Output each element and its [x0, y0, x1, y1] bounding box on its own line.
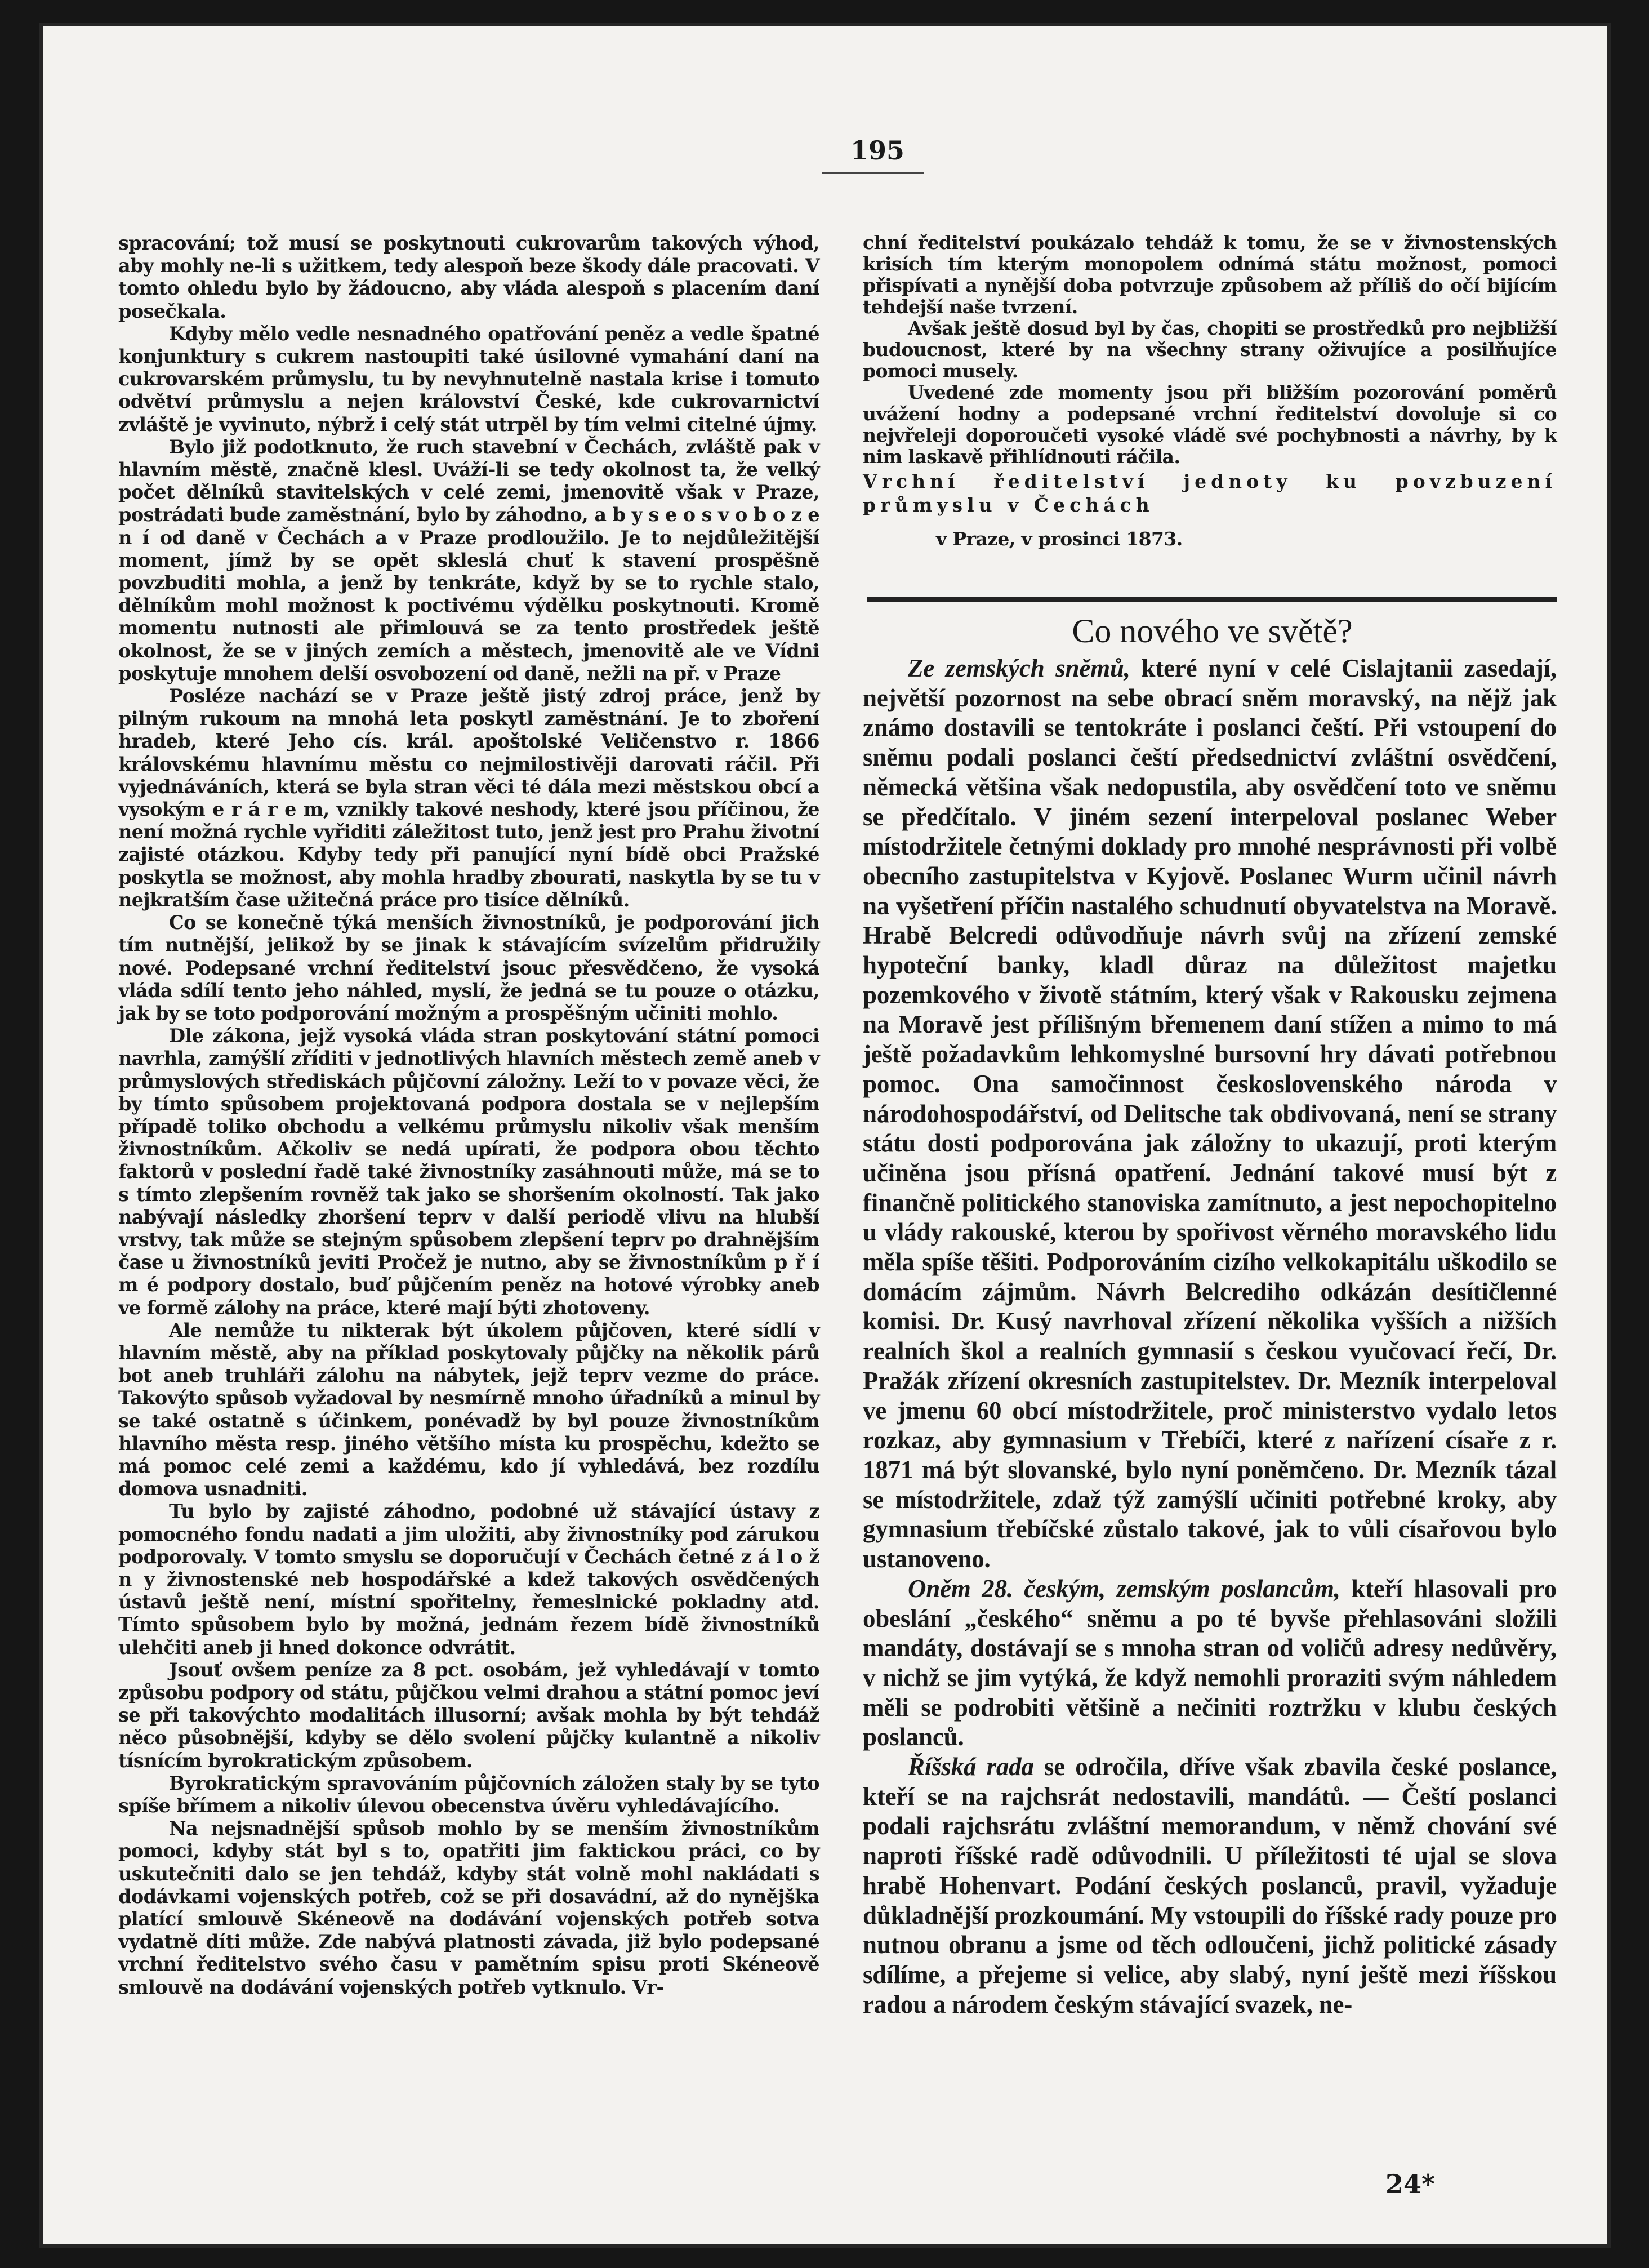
news-paragraph [863, 1752, 1557, 2019]
news-paragraph [863, 1574, 1557, 1752]
news-paragraph [863, 653, 1557, 1574]
news-lead: Ze zemských sněmů, [908, 654, 1130, 682]
right-main-column [863, 653, 1557, 2163]
left-paragraph: Jsouť ovšem peníze za 8 pct. osobám, jež vyhledávají v tomto způsobu podpory od státu, půjčkou velmi drahou a státní pomoc jeví se při takovýchto modalitách illusorní; avšak mohla by být tehdáž něco působnější, kdyby se dělo svolení půjčky kulantně a nikoliv tísnícím byrokratickým způsobem. [118, 1658, 819, 1772]
news-lead: Říšská rada [908, 1753, 1034, 1781]
left-paragraph: Bylo již podotknuto, že ruch stavební v Čechách, zvláště pak v hlavním městě, značně klesl. Uváží-li se tedy okolnost ta, že velký počet dělníků stavitelských v celé zemi, jmenovitě však v Praze, postrádati bude zaměstnání, bylo by záhodno, a b y s e o s v o b o z e n í od daně v Čechách a v Praze prodloužilo. Je to nejdůležitější moment, jímž by se opět skleslá chuť k stavení prospěšně povzbuditi mohla, a jenž by tenkráte, když by se to rychle stalo, dělníkům mohl možnost k poctivému výdělku poskytnouti. Kromě momentu nutnosti ale přimlouvá se za tento prostředek ještě okolnost, že se v jiných zemích a městech, jmenovitě ale ve Vídni poskytuje mnohem delší osvobození od daně, nežli na př. v Praze [118, 435, 819, 684]
section-title: Co nového ve světě? [1072, 612, 1353, 650]
left-paragraph: Tu bylo by zajisté záhodno, podobné už stávající ústavy z pomocného fondu nadati a jim uložiti, aby živnostníky pod zárukou podporovaly. V tomto smyslu se doporučují v Čechách četné z á l o ž n y živnostenské neb hospodářské a kdež takových osvědčených ústavů ještě není, místní spořitelny, řemeslnické pokladny atd. Tímto spůsobem bylo by možná, jednám řezem bídě živnostníků ulehčiti aneb ji hned dokonce odvrátit. [118, 1500, 819, 1658]
page-number: 195 [850, 135, 905, 166]
dateline: v Praze, v prosinci 1873. [936, 528, 1183, 550]
left-paragraph: Na nejsnadnější spůsob mohlo by se menším živnostníkům pomoci, kdyby stát byl s to, opatřiti jim faktickou práci, co by uskutečniti dalo se jen tehdáž, kdyby stát volně mohl nakládati s dodávkami vojenských potřeb, což se při dosavádní, až do nynějška platící smlouvě Skéneově na dodávání vojenských potřeb sotva vydatně díti může. Zde nabývá platnosti závada, již bylo podepsané vrchní ředitelstvo svého času v pamětním spisu proti Skéneově smlouvě na dodávání vojenských potřeb vytknulo. Vr- [118, 1817, 819, 1998]
left-paragraph: Dle zákona, jejž vysoká vláda stran poskytování státní pomoci navrhla, zamýšlí zříditi v jednotlivých hlavních městech země aneb v průmyslových střediskách půjčovní záložny. Leží to v povaze věci, že by tímto spůsobem projektovaná podpora dostala se v nejlepším případě toliko obchodu a velkému průmyslu nikoliv však menším živnostníkům. Ačkoliv se nedá upírati, že podpora obou těchto faktorů v poslední řadě také živnostníky zasáhnouti může, má se to s tímto zlepšením rovněž tak jako se shoršením okolností. Tak jako nabývají následky zhoršení teprv v další periodě vlivu na hlubší vrstvy, tak může se stejným spůsobem zlepšení teprv po drahnějším čase u živnostníků jeviti Pročež je nutno, aby se živnostníkům p ř í m é podpory dostalo, buď půjčením peněz na hotové výrobky aneb ve formě zálohy na práce, které mají býti zhotoveny. [118, 1025, 819, 1319]
left-paragraph: Kdyby mělo vedle nesnadného opatřování peněz a vedle špatné konjunktury s cukrem nastoupiti také úsilovné vymahání daní na cukrovarském průmyslu, tu by nevyhnutelně nastala krise i tomuto odvětví průmyslu a nejen království České, kde cukrovarnictví zvláště je vyvinuto, nýbrž i celý stát utrpěl by tím velmi citelné újmy. [118, 322, 819, 435]
right-top-paragraph: chní ředitelství poukázalo tehdáž k tomu, že se v živnostenských krisích tím kterým monopolem odnímá státu možnost, pomoci přispívati a nynější doba potvrzuje způsobem až příliš do očí bijícím tehdejší naše tvrzení. [863, 232, 1557, 318]
document-page [39, 23, 1611, 2248]
right-top-column [863, 232, 1557, 550]
page-number-rule [822, 172, 924, 174]
news-lead: Oněm 28. českým, zemským poslancům, [908, 1574, 1340, 1603]
left-paragraph: Co se konečně týká menších živnostníků, je podporování jich tím nutnější, jelikož by se jinak k stávajícím svízelům přidružily nové. Podepsané vrchní ředitelství jsouc přesvědčeno, že vysoká vláda sdílí tento jeho náhled, myslí, že jedná se tu pouze o otázku, jak by se toto podporování možným a prospěšným učiniti mohlo. [118, 911, 819, 1024]
right-top-paragraph: Uvedené zde momenty jsou při bližším pozorování poměrů uvážení hodny a podepsané vrchní ředitelství dovoluje si co nejvřeleji doporoučeti vysoké vládě své pochybnosti a návrhy, by k nim laskavě přihlídnouti ráčila. [863, 381, 1557, 468]
left-column [118, 232, 819, 2176]
right-top-paragraph: Avšak ještě dosud byl by čas, chopiti se prostředků pro nejbližší budoucnost, které by na všechny strany oživujíce a posilňujíce pomoci musely. [863, 317, 1557, 382]
news-text: kteří hlasovali pro obeslání „českého“ sněmu a po té byvše přehlasováni složili mandáty, dostávají se s mnoha stran od voličů adresy nedůvěry, v nichž se jim vytýká, že když nemohli proraziti svým náhledem měli se podrobiti většině a nečiniti roztržku v klubu českých poslanců. [863, 1574, 1557, 1751]
left-paragraph: Ale nemůže tu nikterak být úkolem půjčoven, které sídlí v hlavním městě, aby na příklad poskytovaly půjčky na několik párů bot aneb truhláři zálohu na nábytek, jejž teprv vezme do práce. Takovýto spůsob vyžadoval by nesmírně mnoho úřadníků a minul by se také ostatně s účinkem, ponévadž by byl pouze živnostníkům hlavního města resp. jiného většího místa ku prospěchu, kdežto se má pomoc celé zemi a každému, kdo jí vyhledává, bez rozdílu domova usnadniti. [118, 1319, 819, 1500]
left-paragraph: Posléze nachází se v Praze ještě jistý zdroj práce, jenž by pilným rukoum na mnohá leta poskytl zaměstnání. Je to zboření hradeb, které Jeho cís. král. apoštolské Veličenstvo r. 1866 královskému hlavnímu městu co nejmilostivěji darovati ráčil. Při vyjednáváních, která se byla stran věci té dála mezi městskou obcí a vysokým e r á r e m, vznikly takové neshody, které jsou příčinou, že není možná rychle vyřiditi záležitost tuto, jenž jest pro Prahu životní zajisté otázkou. Kdyby tedy při panující nyní bídě obci Pražské poskytla se možnost, aby mohla hradby zbourati, naskytla by se tu v nejkratším čase užitečná práce pro tisíce dělníků. [118, 685, 819, 911]
left-paragraph: spracování; tož musí se poskytnouti cukrovarům takových výhod, aby mohly ne-li s užitkem, tedy alespoň beze škody dále pracovati. V tomto ohledu bylo by žádoucno, aby vláda alespoň s placením daní posečkala. [118, 232, 819, 322]
news-text: se odročila, dříve však zbavila české poslance, kteří se na rajchsrát nedostavili, mandátů. — Čeští poslanci podali rajchsrátu zvláštní memorandum, v němž chování své naproti říšské radě odůvodnili. U příležitosti té ujal se slova hrabě Hohenvart. Podání českých poslanců, pravil, vyžaduje důkladnější prozkoumání. My vstoupili do říšské rady pouze pro nutnou obranu a jsme od těch odloučeni, jichž politické zásady sdílíme, a přejeme si velice, aby slabý, nyní ještě mezi říšskou radou a národem českým stávající svazek, ne- [863, 1753, 1557, 2018]
signature-mark: 24* [1385, 2169, 1436, 2199]
signature: Vrchní ředitelství jednoty ku povzbuzení průmyslu v Čechách [863, 470, 1557, 516]
left-paragraph: Byrokratickým spravováním půjčovních záložen staly by se tyto spíše břímem a nikoliv úlevou obecenstva úvěru vyhledávajícího. [118, 1772, 819, 1817]
section-divider [867, 597, 1557, 602]
news-text: které nyní v celé Cislajtanii zasedají, největší pozornost na sebe obrací sněm moravský, na nějž jak známo dostavili se tentokráte i poslanci čeští. Při vstoupení do sněmu podali poslanci čeští předsednictví zvláštní osvědčení, německá většina však nedopustila, aby osvědčení toto ve sněmu se předčítalo. V jiném sezení interpeloval poslanec Weber místodržitele četnými doklady pro mnohé nesprávnosti při volbě obecního zastupitelstva v Kyjově. Poslanec Wurm učinil návrh na vyšetření příčin nastalého schudnutí obyvatelstva na Moravě. Hrabě Belcredi odůvodňuje návrh svůj na zřízení zemské hypoteční banky, kladl důraz na důležitost majetku pozemkového v životě státním, který však v Rakousku zejmena na Moravě jest přílišným břemenem daní stížen a mimo to má ještě požadavkům lehkomyslné bursovní hry dávati potřebnou pomoc. Ona samočinnost československého národa v národohospodářství, od Delitsche tak obdivovaná, není se strany státu dosti podporována jak záložny to ukazují, proti kterým učiněna jsou přísná opatření. Jednání takové musí být z finančně politického stanoviska zamítnuto, a jest nepochopitelno u vlády rakouské, kterou by spořivost věrného moravského lidu měla spíše těšiti. Podporováním cizího velkokapitálu uškodilo se domácím zájmům. Návrh Belcrediho odkázán desítičlenné komisi. Dr. Kusý navrhoval zřízení několika vyšších a nižších realních škol a realních gymnasií s českou vyučovací řečí, Dr. Pražák zřízení okresních zastupitelstev. Dr. Mezník interpeloval ve jmenu 60 obcí místodržitele, proč ministerstvo vydalo letos rozkaz, aby gymnasium v Třebíči, které z nařízení císaře z r. 1871 má být slovanské, bylo nyní poněmčeno. Dr. Mezník tázal se místodržitele, zdaž týž zamýšlí učiniti potřebné kroky, aby gymnasium třebíčské zůstalo takové, jak to vůli císařovou bylo ustanoveno. [863, 654, 1557, 1573]
